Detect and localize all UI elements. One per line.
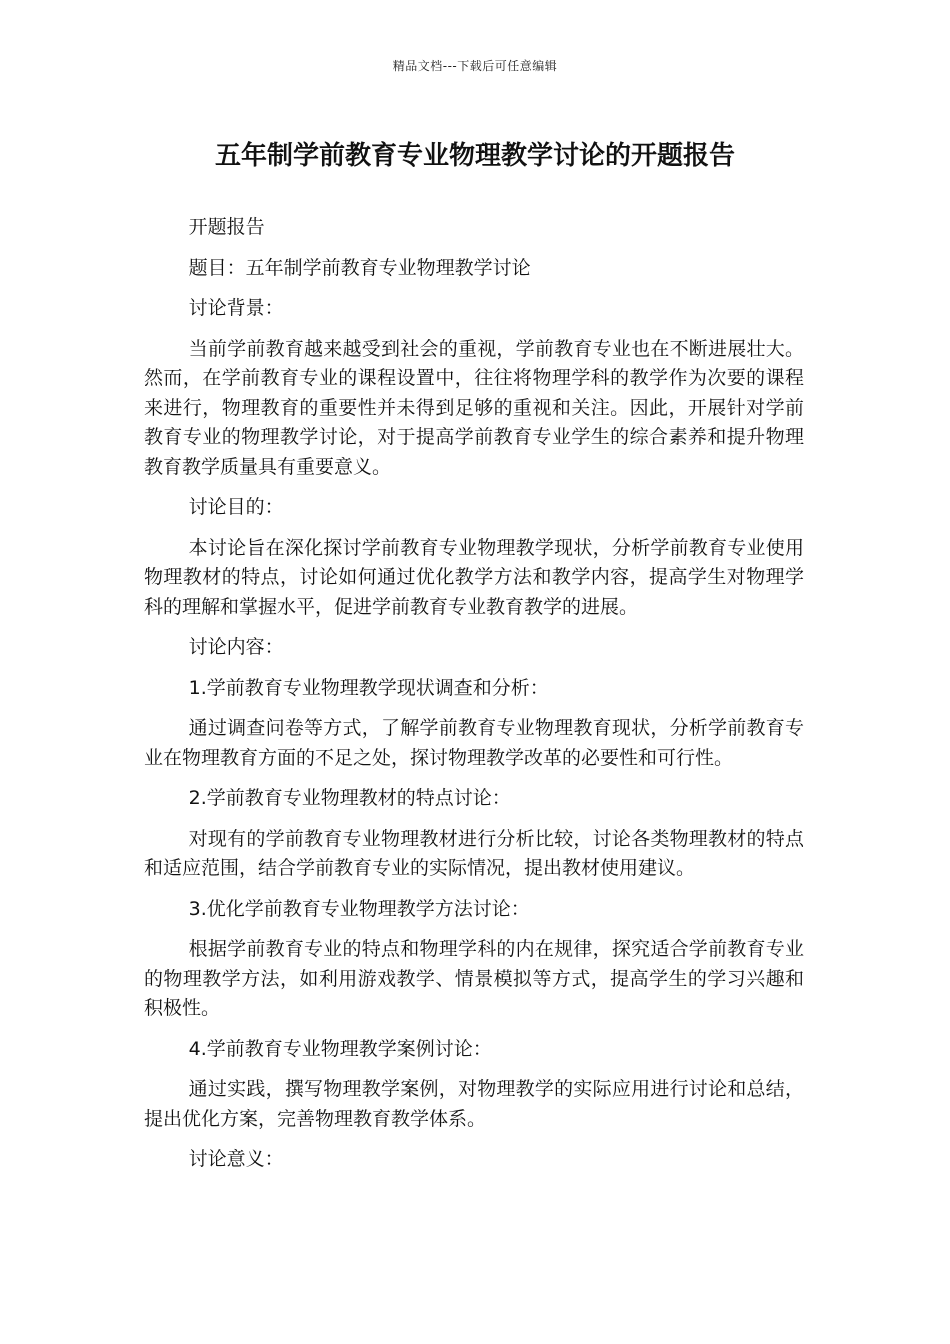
content-item-1-text: 通过调查问卷等方式，了解学前教育专业物理教育现状，分析学前教育专业在物理教育方面的不足之处，探讨物理教学改革的必要性和可行性。 bbox=[144, 717, 804, 769]
content-item-2-heading: 2.学前教育专业物理教材的特点讨论： bbox=[188, 787, 511, 809]
paragraph-report-label: 开题报告 bbox=[188, 216, 265, 238]
content-item-3-heading: 3.优化学前教育专业物理教学方法讨论： bbox=[188, 897, 530, 920]
content-item-4-text: 通过实践，撰写物理教学案例，对物理教学的实际应用进行讨论和总结，提出优化方案，完善物理教育教学体系。 bbox=[144, 1078, 804, 1130]
document-title: 五年制学前教育专业物理教学讨论的开题报告 bbox=[214, 141, 735, 171]
content-item-1-heading: 1.学前教育专业物理教学现状调查和分析： bbox=[188, 676, 549, 699]
paragraph-background: 当前学前教育越来越受到社会的重视，学前教育专业也在不断进展壮大。然而，在学前教育专业的课程设置中，往往将物理学科的教学作为次要的课程来进行，物理教育的重要性并未得到足够的重视和关注。因此，开展针对学前教育专业的物理教学讨论，对于提高学前教育专业学生的综合素养和提升物理教育教学质量具有重要意义。 bbox=[144, 337, 804, 478]
section-heading-purpose: 讨论目的： bbox=[188, 496, 284, 518]
section-heading-content: 讨论内容： bbox=[188, 636, 284, 658]
section-heading-background: 讨论背景： bbox=[188, 297, 284, 319]
content-item-3-text: 根据学前教育专业的特点和物理学科的内在规律，探究适合学前教育专业的物理教学方法，如利用游戏教学、情景模拟等方式，提高学生的学习兴趣和积极性。 bbox=[144, 938, 804, 1019]
paragraph-topic: 题目：五年制学前教育专业物理教学讨论 bbox=[188, 256, 531, 279]
header-note: 精品文档---下载后可任意编辑 bbox=[392, 59, 558, 73]
content-item-2-text: 对现有的学前教育专业物理教材进行分析比较，讨论各类物理教材的特点和适应范围，结合学前教育专业的实际情况，提出教材使用建议。 bbox=[144, 827, 804, 879]
content-item-4-heading: 4.学前教育专业物理教学案例讨论： bbox=[188, 1037, 492, 1060]
document-body bbox=[144, 213, 804, 1186]
section-heading-significance: 讨论意义： bbox=[188, 1148, 284, 1170]
paragraph-purpose: 本讨论旨在深化探讨学前教育专业物理教学现状，分析学前教育专业使用物理教材的特点，讨论如何通过优化教学方法和教学内容，提高学生对物理学科的理解和掌握水平，促进学前教育专业教育教学的进展。 bbox=[144, 536, 804, 618]
